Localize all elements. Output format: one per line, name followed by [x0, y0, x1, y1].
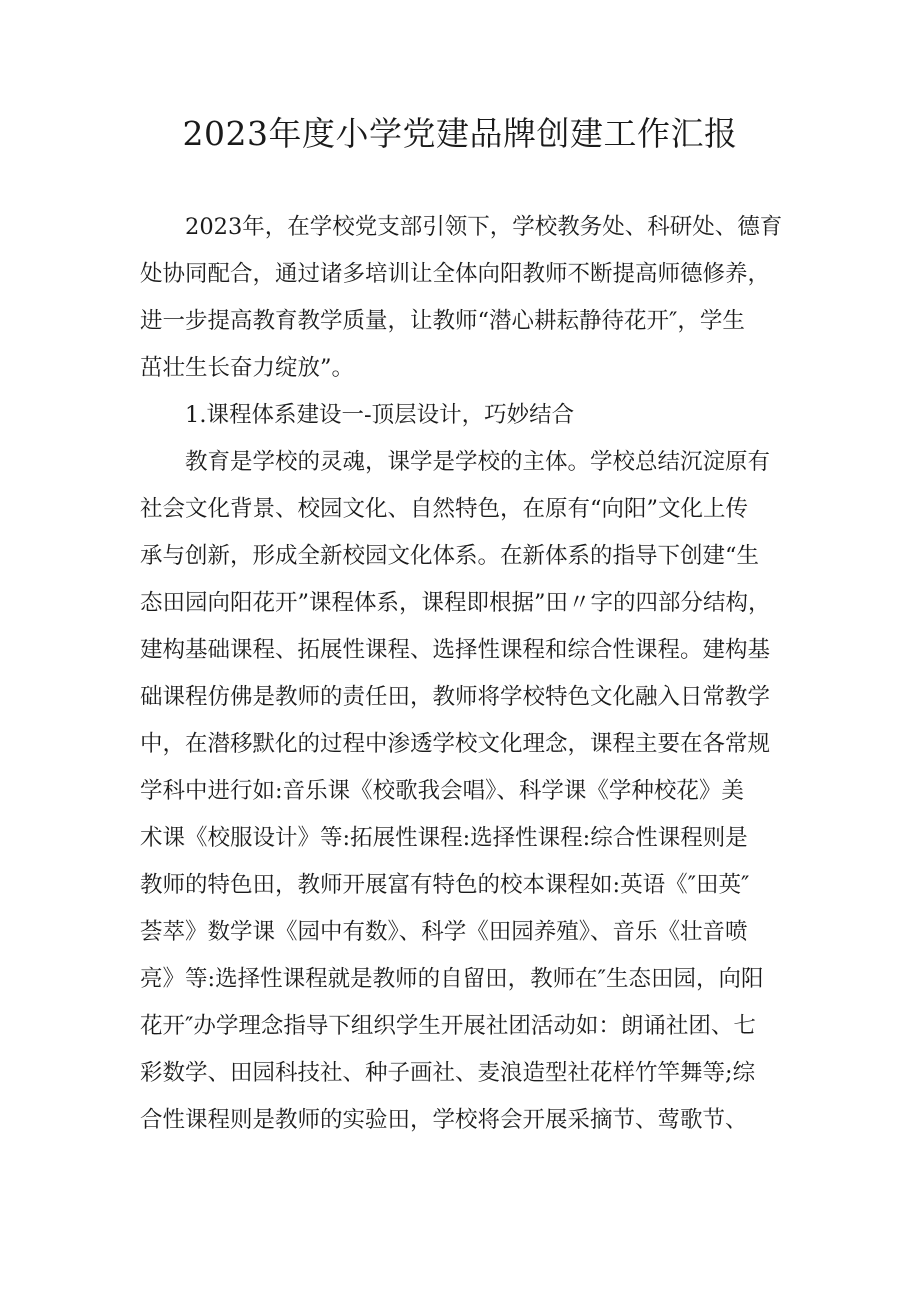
text-line: 建构基础课程、拓展性课程、选择性课程和综合性课程。建构基: [140, 637, 771, 663]
text-line: 茁壮生长奋力绽放”。: [140, 355, 355, 381]
text-line: 花开″办学理念指导下组织学生开展社团活动如：朗诵社团、七: [140, 1013, 756, 1039]
text-line: 教师的特色田，教师开展富有特色的校本课程如:英语《″田英″: [140, 872, 750, 898]
text-line: 彩数学、田园科技社、种子画社、麦浪造型社花样竹竿舞等;综: [140, 1060, 756, 1086]
text-line: 社会文化背景、校园文化、自然特色，在原有“向阳”文化上传: [140, 496, 749, 522]
text-line: 合性课程则是教师的实验田，学校将会开展采摘节、莺歌节、: [140, 1107, 748, 1133]
text-line: 中，在潜移默化的过程中渗透学校文化理念，课程主要在各常规: [140, 731, 771, 757]
text-line: 2023年，在学校党支部引领下，学校教务处、科研处、德育: [185, 214, 783, 240]
text-line: 学科中进行如:音乐课《校歌我会唱》、科学课《学种校花》美: [140, 778, 744, 804]
text-line: 处协同配合，通过诸多培训让全体向阳教师不断提高师德修养，: [140, 261, 771, 287]
document-body: [140, 204, 790, 1144]
text-line: 础课程仿佛是教师的责任田，教师将学校特色文化融入日常教学: [140, 684, 771, 710]
document-title: 2023年度小学党建品牌创建工作汇报: [182, 114, 738, 153]
section-heading-curriculum: [140, 392, 790, 439]
text-line: 荟萃》数学课《园中有数》、科学《田园养殖》、音乐《壮音喷: [140, 919, 748, 945]
text-line: 承与创新，形成全新校园文化体系。在新体系的指导下创建“生: [140, 543, 760, 569]
text-line: 进一步提高教育教学质量，让教师“潜心耕耘静待花开″，学生: [140, 308, 745, 334]
text-line: 态田园向阳花开”课程体系，课程即根据”田〃字的四部分结构，: [140, 590, 771, 616]
text-line: 亮》等:选择性课程就是教师的自留田，教师在″生态田园，向阳: [140, 966, 764, 992]
paragraph-intro: [140, 204, 790, 392]
text-line: 1.课程体系建设一-顶层设计，巧妙结合: [185, 402, 575, 428]
text-line: 术课《校服设计》等:拓展性课程:选择性课程:综合性课程则是: [140, 825, 748, 851]
text-line: 教育是学校的灵魂，课学是学校的主体。学校总结沉淀原有: [185, 449, 771, 475]
paragraph-curriculum: [140, 439, 790, 1144]
